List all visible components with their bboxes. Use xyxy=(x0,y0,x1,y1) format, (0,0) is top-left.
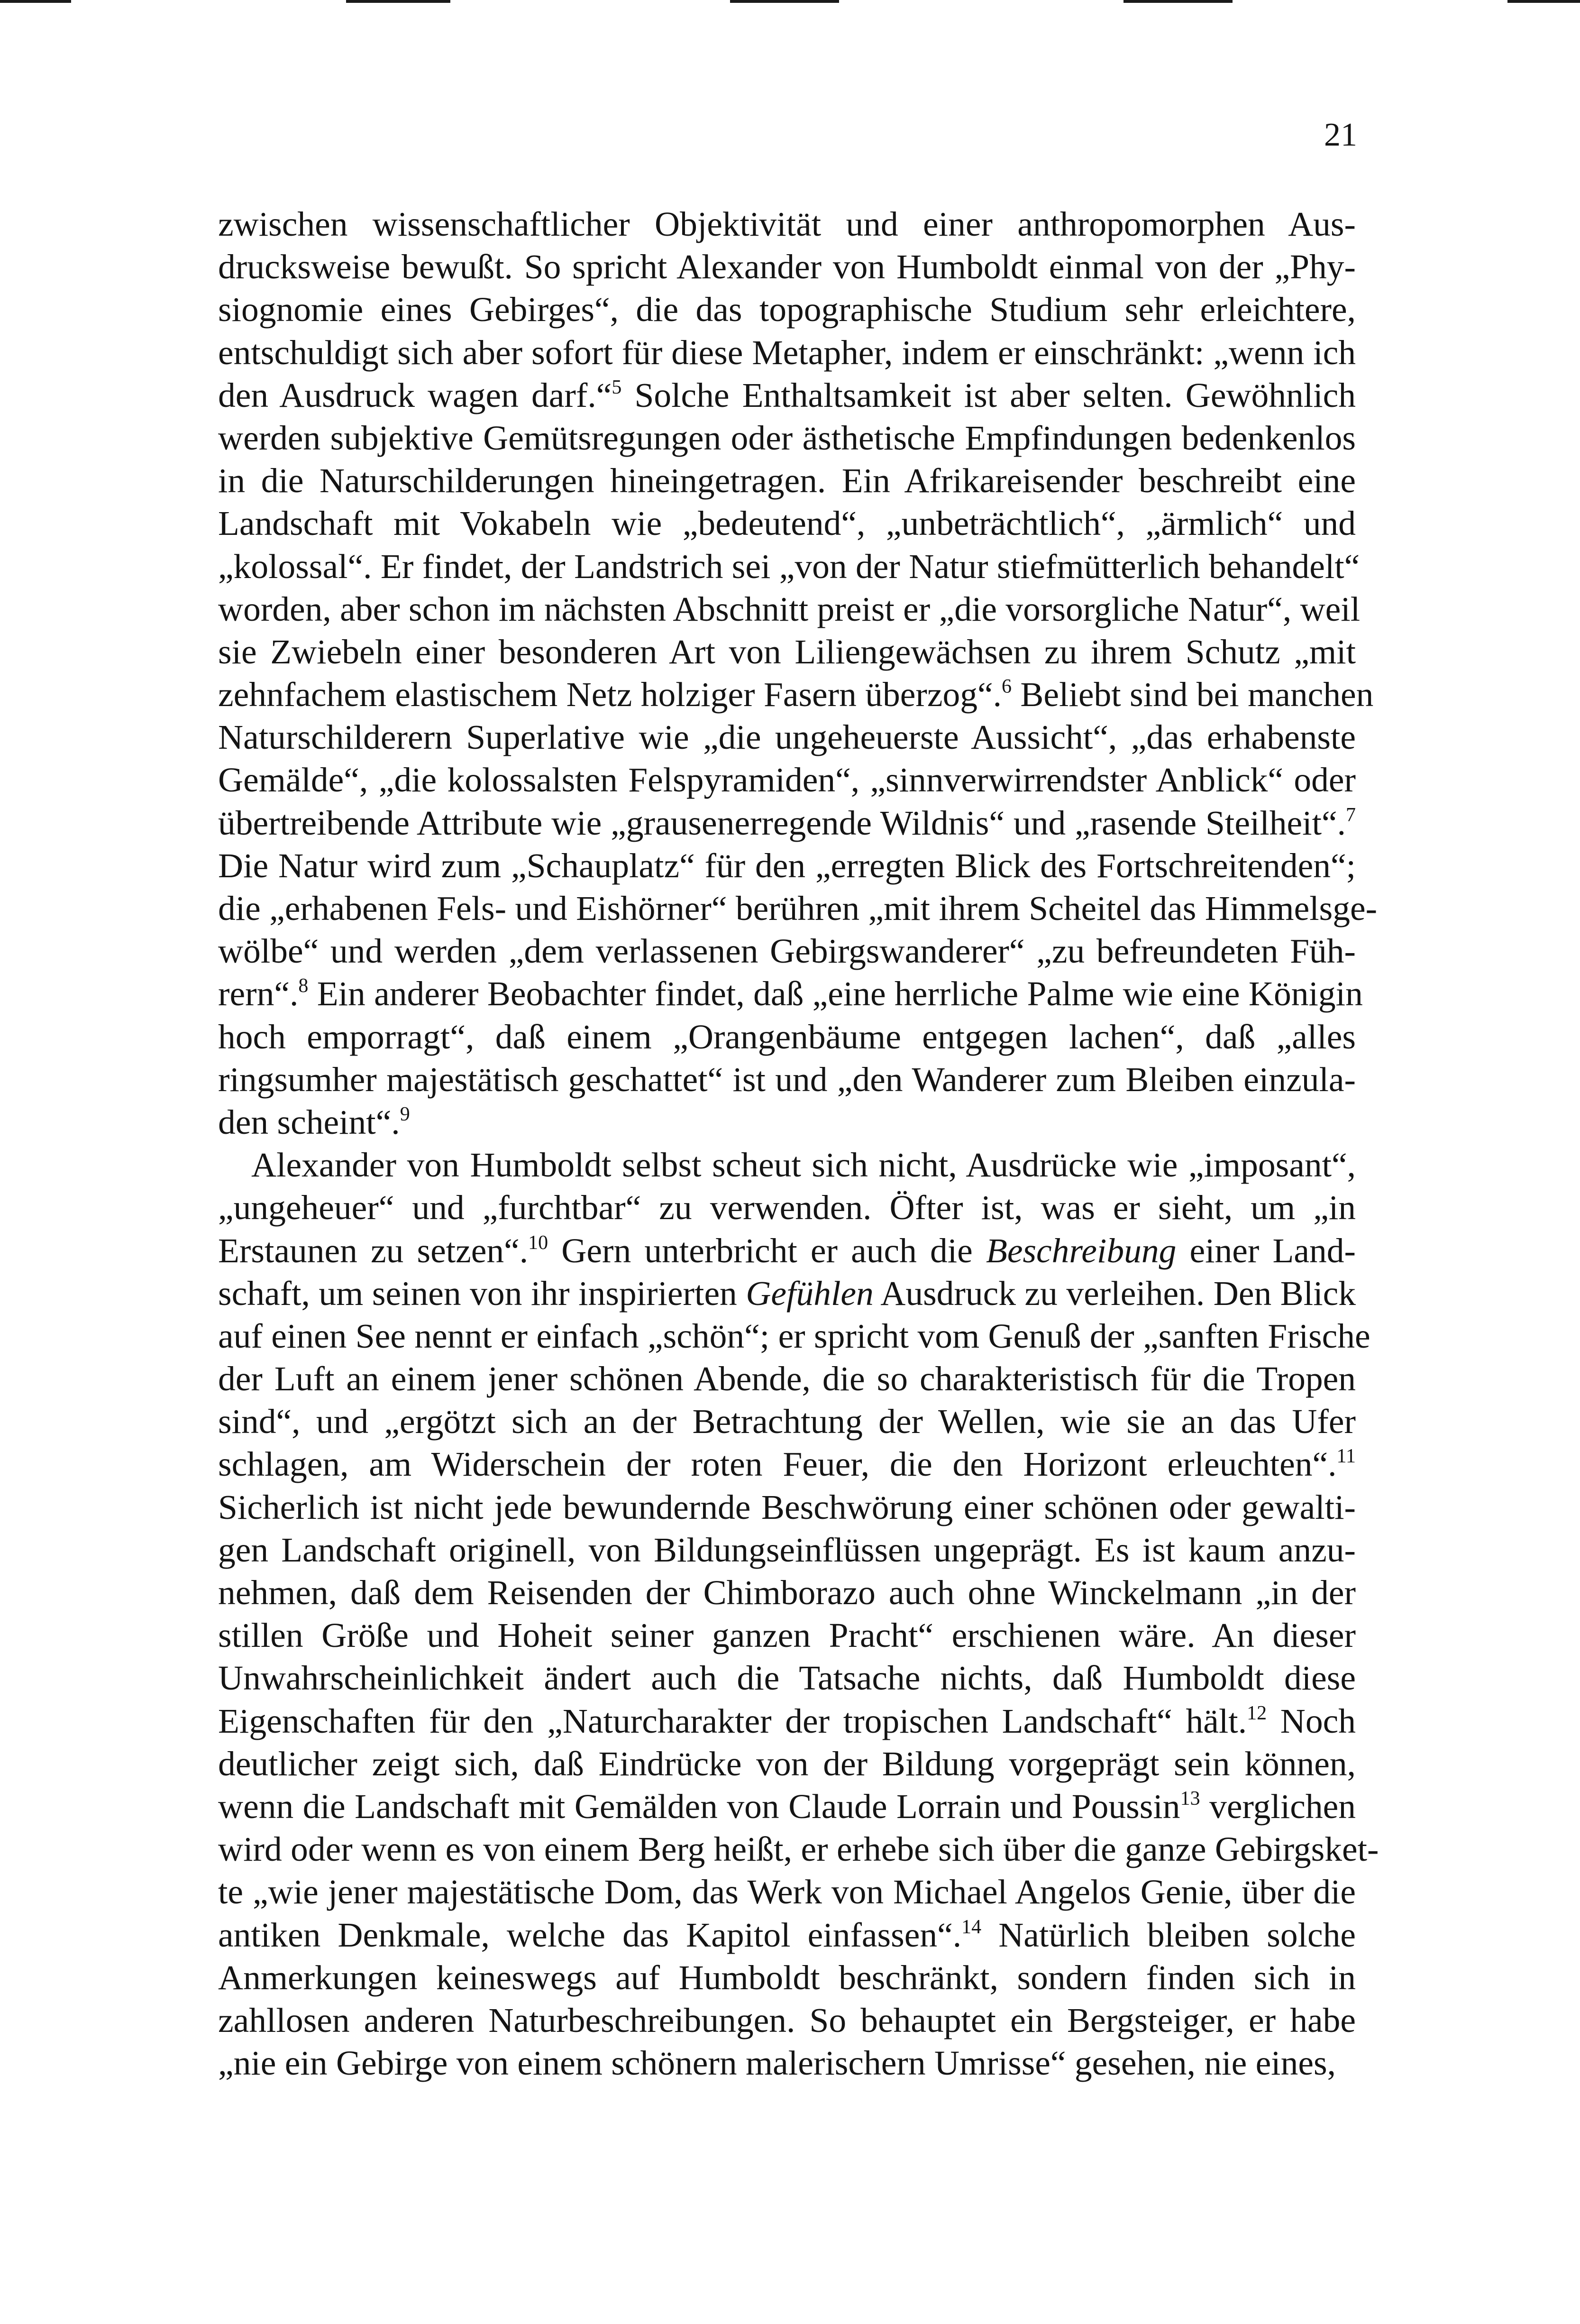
text-line: den Ausdruck wagen darf.“$^5$ Solche Enthaltsamkeit ist aber selten. Gewöhnlich xyxy=(218,376,1356,414)
text-line: werden subjektive Gemütsregungen oder ästhetische Empfindungen bedenkenlos xyxy=(218,418,1356,457)
text-line: gen Landschaft originell, von Bildungseinflüssen ungeprägt. Es ist kaum anzu- xyxy=(218,1530,1356,1569)
text-line: übertreibende Attribute wie „grausenerregende Wildnis“ und „rasende Steilheit“.$^7$ xyxy=(218,803,1356,842)
footnote-marker: 6 xyxy=(1002,676,1012,698)
text-line: te „wie jener majestätische Dom, das Werk von Michael Angelos Genie, über die xyxy=(218,1873,1356,1911)
text-line: der Luft an einem jener schönen Abende, die so charakteristisch für die Tropen xyxy=(218,1359,1356,1398)
text-line: drucksweise bewußt. So spricht Alexander von Humboldt einmal von der „Phy- xyxy=(218,248,1356,286)
text-line: Unwahrscheinlichkeit ändert auch die Tatsache nichts, daß Humboldt diese xyxy=(218,1659,1356,1698)
top-edge-rule xyxy=(346,0,450,3)
text-line: nehmen, daß dem Reisenden der Chimborazo auch ohne Winckelmann „in der xyxy=(218,1573,1356,1612)
text-line: Landschaft mit Vokabeln wie „bedeutend“, „unbeträchtlich“, „ärmlich“ und xyxy=(218,504,1356,543)
top-edge-rule xyxy=(730,0,839,3)
text-line: Eigenschaften für den „Naturcharakter der tropischen Landschaft“ hält.$^{12}$ Noch xyxy=(218,1701,1356,1740)
text-line: Alexander von Humboldt selbst scheut sich nicht, Ausdrücke wie „imposant“, xyxy=(251,1146,1356,1185)
text-line: siognomie eines Gebirges“, die das topographische Studium sehr erleichtere, xyxy=(218,290,1356,329)
text-line: schlagen, am Widerschein der roten Feuer, die den Horizont erleuchten“.$^{11}$ xyxy=(218,1445,1356,1484)
text-line: schaft, um seinen von ihr inspirierten Gefühlen Ausdruck zu verleihen. Den Blick xyxy=(218,1274,1356,1313)
text-line: Naturschilderern Superlative wie „die ungeheuerste Aussicht“, „das erhabenste xyxy=(218,718,1356,757)
text-line: „ungeheuer“ und „furchtbar“ zu verwenden. Öfter ist, was er sieht, um „in xyxy=(218,1188,1356,1227)
text-line: Sicherlich ist nicht jede bewundernde Beschwörung einer schönen oder gewalti- xyxy=(218,1488,1356,1526)
text-line: ringsumher majestätisch geschattet“ ist und „den Wanderer zum Bleiben einzula- xyxy=(218,1060,1356,1099)
paragraph xyxy=(218,203,1378,1144)
text-line: wölbe“ und werden „dem verlassenen Gebirgswanderer“ „zu befreundeten Füh- xyxy=(218,932,1356,971)
text-line: „nie ein Gebirge von einem schönern malerischern Umrisse“ gesehen, nie eines, xyxy=(218,2044,1336,2083)
text-line: den scheint“.$^9$ xyxy=(218,1102,410,1141)
text-line: sie Zwiebeln einer besonderen Art von Liliengewächsen zu ihrem Schutz „mit xyxy=(218,632,1356,671)
text-line: stillen Größe und Hoheit seiner ganzen Pracht“ erschienen wäre. An dieser xyxy=(218,1616,1356,1655)
text-line: auf einen See nennt er einfach „schön“; er spricht vom Genuß der „sanften Frische xyxy=(218,1316,1370,1355)
text-line: zehnfachem elastischem Netz holziger Fasern überzog“.$^6$ Beliebt sind bei manchen xyxy=(218,675,1374,714)
footnote-marker: 9 xyxy=(400,1103,410,1125)
text-line: in die Naturschilderungen hineingetragen. Ein Afrikareisender beschreibt eine xyxy=(218,461,1356,500)
top-edge-rule xyxy=(1123,0,1233,3)
text-line: deutlicher zeigt sich, daß Eindrücke von der Bildung vorgeprägt sein können, xyxy=(218,1744,1356,1783)
page-number: 21 xyxy=(1324,117,1357,153)
top-edge-rule xyxy=(1507,0,1580,3)
text-line: wird oder wenn es von einem Berg heißt, er erhebe sich über die ganze Gebirgsket- xyxy=(218,1830,1379,1869)
footnote-marker: 11 xyxy=(1336,1445,1356,1468)
top-edge-rule xyxy=(0,0,71,3)
text-line: Anmerkungen keineswegs auf Humboldt beschränkt, sondern finden sich in xyxy=(218,1958,1356,1997)
text-line: sind“, und „ergötzt sich an der Betrachtung der Wellen, wie sie an das Ufer xyxy=(218,1402,1356,1441)
text-line: entschuldigt sich aber sofort für diese Metapher, indem er einschränkt: „wenn ich xyxy=(218,333,1356,372)
text-line: „kolossal“. Er findet, der Landstrich sei „von der Natur stiefmütterlich behandelt“ xyxy=(218,547,1360,586)
paragraph xyxy=(218,1144,1379,2085)
footnote-marker: 13 xyxy=(1180,1787,1200,1810)
footnote-marker: 8 xyxy=(298,975,309,997)
text-line: Erstaunen zu setzen“.$^{10}$ Gern unterbricht er auch die Beschreibung einer Land- xyxy=(218,1231,1356,1270)
emphasis: Gefühlen xyxy=(746,1274,874,1313)
text-line: wenn die Landschaft mit Gemälden von Claude Lorrain und Poussin$^{13}$ verglichen xyxy=(218,1787,1356,1826)
text-line: antiken Denkmale, welche das Kapitol einfassen“.$^{14}$ Natürlich bleiben solche xyxy=(218,1915,1356,1954)
text-line: zwischen wissenschaftlicher Objektivität und einer anthropomorphen Aus- xyxy=(218,205,1356,243)
footnote-marker: 10 xyxy=(528,1231,548,1254)
text-line: zahllosen anderen Naturbeschreibungen. So behauptet ein Bergsteiger, er habe xyxy=(218,2001,1356,2039)
footnote-marker: 7 xyxy=(1346,804,1356,826)
footnote-marker: 14 xyxy=(961,1916,982,1938)
footnote-marker: 5 xyxy=(612,376,622,398)
emphasis: Beschreibung xyxy=(986,1231,1177,1270)
text-line: worden, aber schon im nächsten Abschnitt preist er „die vorsorgliche Natur“, weil xyxy=(218,589,1361,628)
text-line: die „erhabenen Fels- und Eishörner“ berühren „mit ihrem Scheitel das Himmelsge- xyxy=(218,889,1378,928)
text-line: rern“.$^8$ Ein anderer Beobachter findet, daß „eine herrliche Palme wie eine Königin xyxy=(218,974,1363,1013)
text-line: hoch emporragt“, daß einem „Orangenbäume entgegen lachen“, daß „alles xyxy=(218,1017,1356,1056)
body-text xyxy=(218,203,1379,2085)
footnote-marker: 12 xyxy=(1247,1702,1267,1724)
text-line: Gemälde“, „die kolossalsten Felspyramiden“, „sinnverwirrendster Anblick“ oder xyxy=(218,761,1356,799)
text-line: Die Natur wird zum „Schauplatz“ für den „erregten Blick des Fortschreitenden“; xyxy=(218,846,1356,885)
